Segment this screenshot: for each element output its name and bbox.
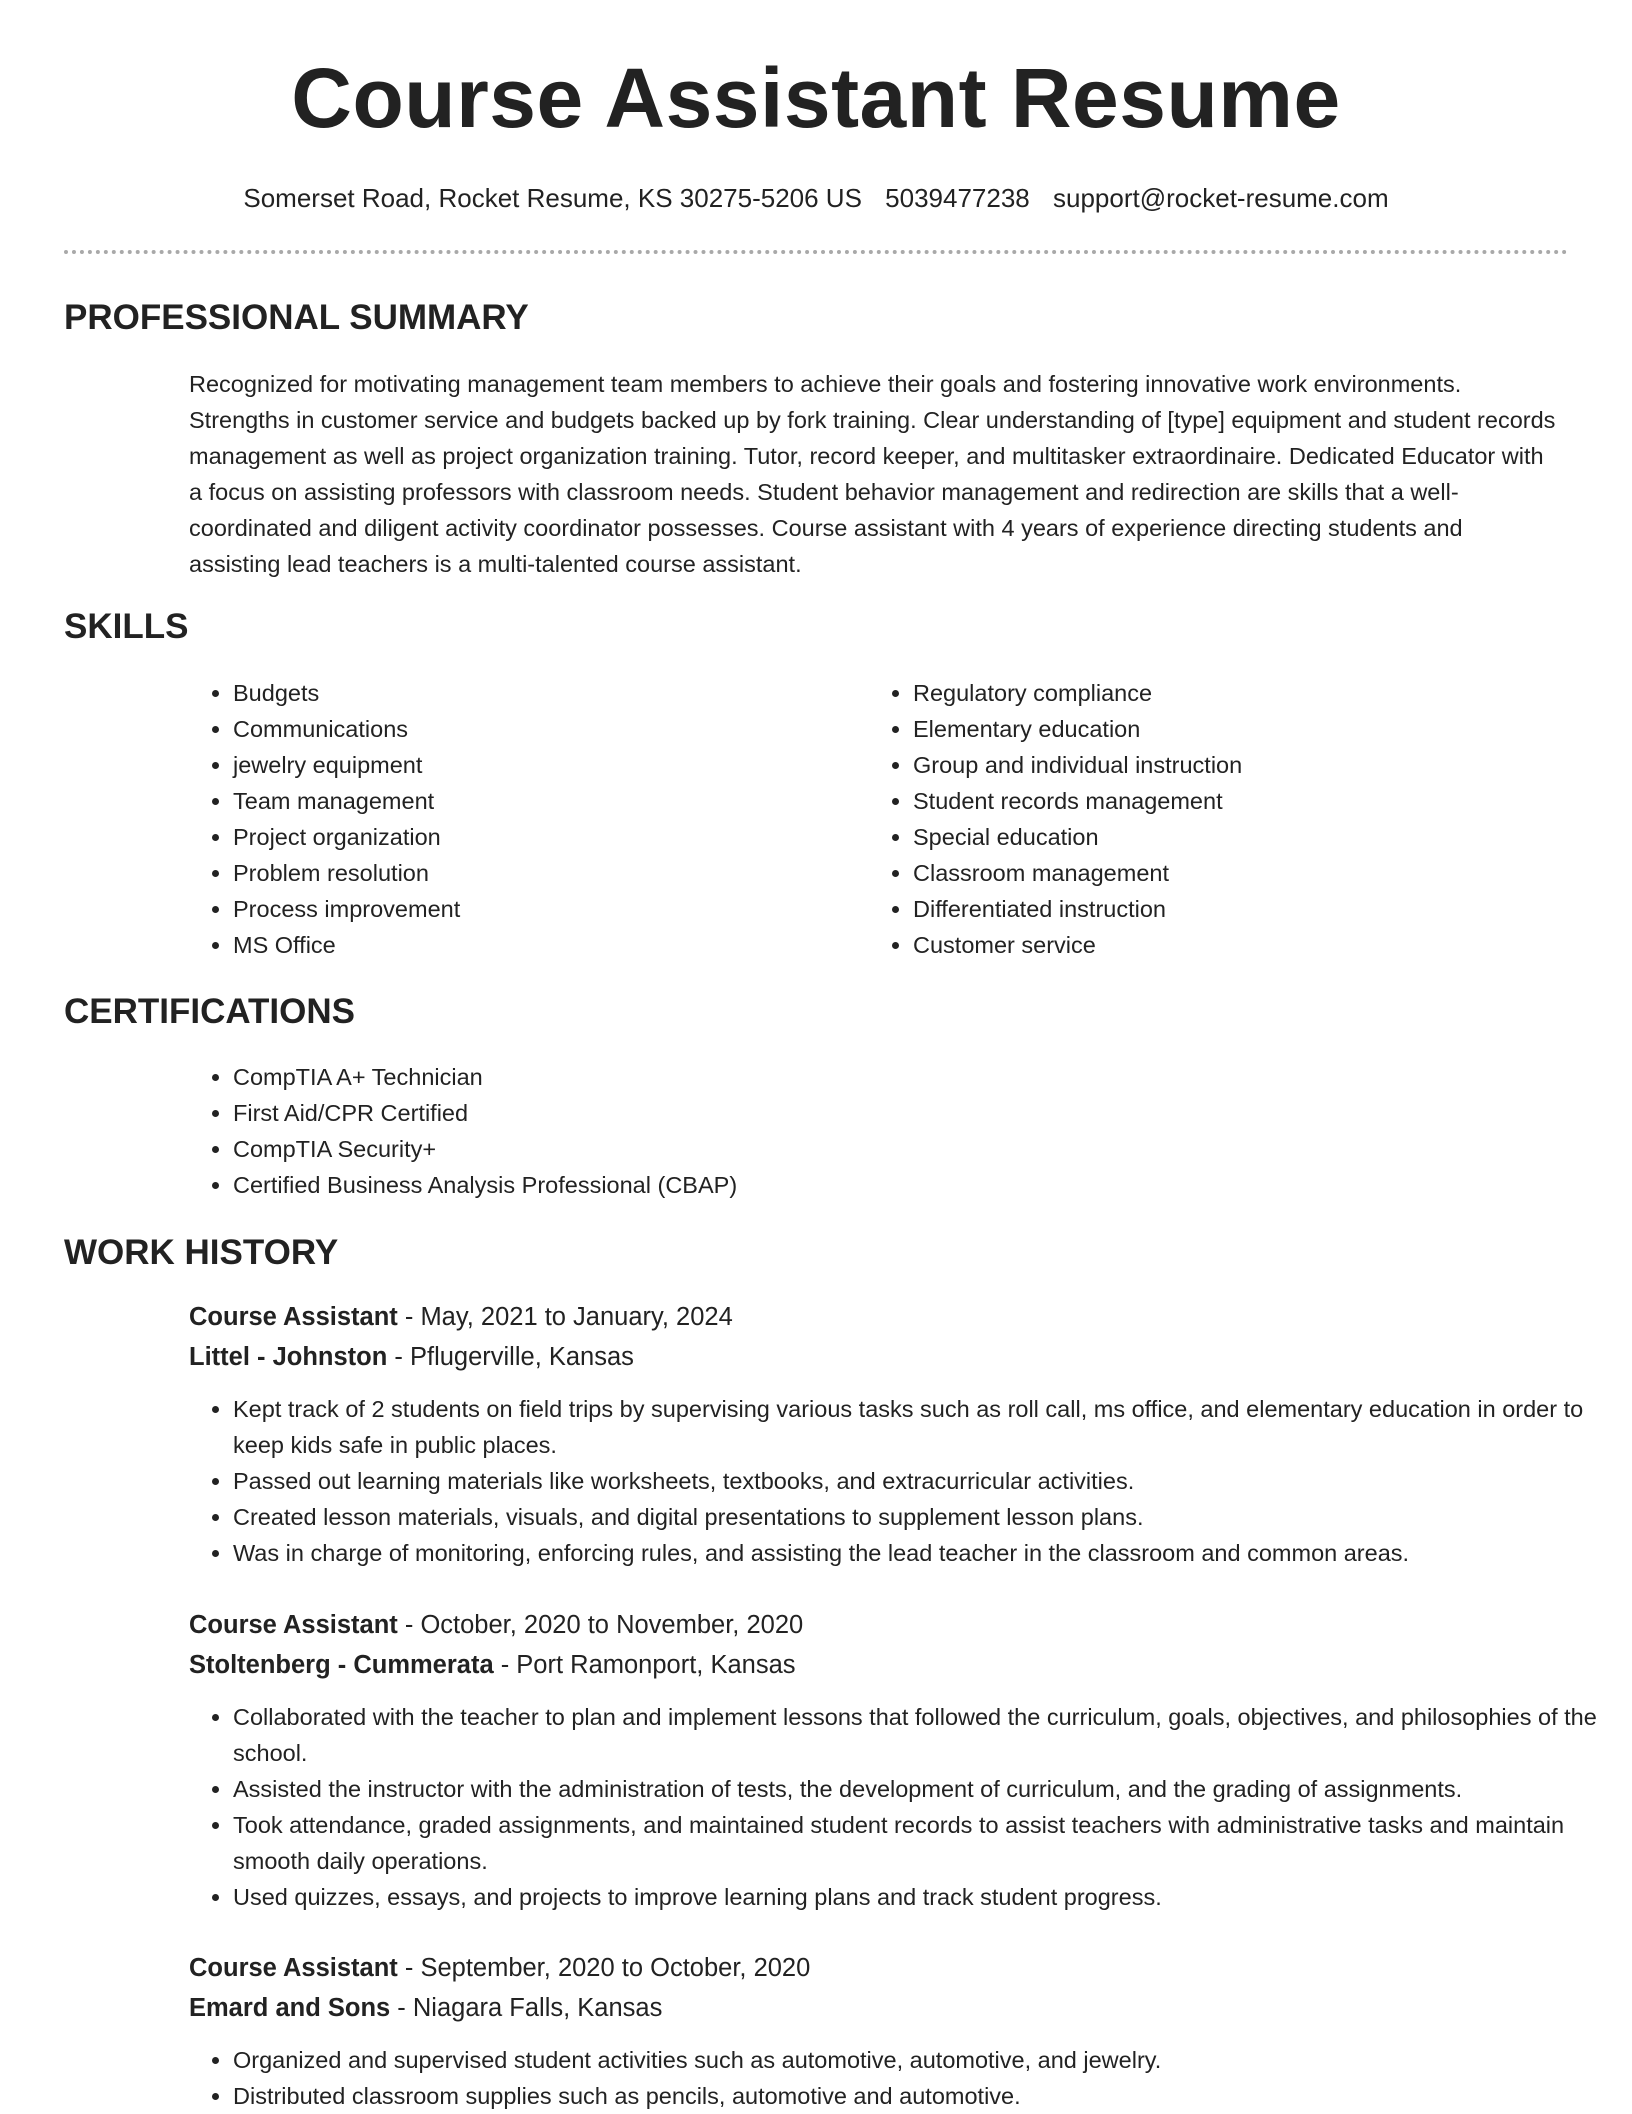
job-bullet: • Assisted the instructor with the administration of tests, the development of curriculum, and the grading of assignments. bbox=[233, 1771, 1603, 1807]
job-company-line bbox=[189, 1339, 634, 1375]
resume-title: Course Assistant Resume bbox=[291, 51, 1341, 145]
skill-item: • MS Office bbox=[233, 927, 833, 963]
skill-item: • Communications bbox=[233, 711, 833, 747]
summary-text: Recognized for motivating management team members to achieve their goals and fostering innovative work environments. Strengths in customer service and budgets backed up by fork training. Clear understanding of [type] equipment and student records management as well as project organization training. Tutor, record keeper, and multitasker extraordinaire. Dedicated Educator with a focus on assisting professors with classroom needs. Student behavior management and redirection are skills that a well-coordinated and diligent activity coordinator possesses. Course assistant with 4 years of experience directing students and assisting lead teachers is a multi-talented course assistant. bbox=[189, 371, 1556, 577]
job-bullet: • Took attendance, graded assignments, and maintained student records to assist teachers with administrative tasks and maintain smooth daily operations. bbox=[233, 1807, 1603, 1879]
job-dates: - May, 2021 to January, 2024 bbox=[397, 1303, 733, 1331]
job-location: - Niagara Falls, Kansas bbox=[390, 1994, 663, 2022]
skills-list-left bbox=[189, 675, 833, 963]
skill-item: • Problem resolution bbox=[233, 855, 833, 891]
job-title-line bbox=[189, 1607, 803, 1643]
skill-item: • Budgets bbox=[233, 675, 833, 711]
work-history-heading: WORK HISTORY bbox=[64, 1233, 339, 1272]
certifications-heading: CERTIFICATIONS bbox=[64, 992, 356, 1031]
skills-heading: SKILLS bbox=[64, 607, 189, 646]
job-bullet: • Used quizzes, essays, and projects to improve learning plans and track student progress. bbox=[233, 1879, 1603, 1915]
certification-item: • Certified Business Analysis Professional (CBAP) bbox=[233, 1167, 1603, 1203]
skill-item: • Project organization bbox=[233, 819, 833, 855]
job-title-line bbox=[189, 1950, 810, 1986]
skill-item: • Customer service bbox=[913, 927, 1563, 963]
certification-item: • CompTIA A+ Technician bbox=[233, 1059, 1603, 1095]
job-bullets bbox=[189, 2042, 1603, 2114]
job-company: Stoltenberg - Cummerata bbox=[189, 1651, 494, 1679]
skill-item: • Elementary education bbox=[913, 711, 1563, 747]
job-company: Littel - Johnston bbox=[189, 1343, 388, 1371]
job-bullet: • Kept track of 2 students on field trips by supervising various tasks such as roll call, ms office, and elementary education in order to keep kids safe in public places. bbox=[233, 1391, 1603, 1463]
skill-item: • Student records management bbox=[913, 783, 1563, 819]
job-bullet: • Created lesson materials, visuals, and digital presentations to supplement lesson plans. bbox=[233, 1499, 1603, 1535]
skill-item: • Team management bbox=[233, 783, 833, 819]
contact-phone: 5039477238 bbox=[885, 183, 1030, 213]
job-location: - Pflugerville, Kansas bbox=[387, 1343, 634, 1371]
header-divider bbox=[64, 250, 1568, 254]
job-title: Course Assistant bbox=[189, 1611, 398, 1639]
job-bullet: • Was in charge of monitoring, enforcing rules, and assisting the lead teacher in the classroom and common areas. bbox=[233, 1535, 1603, 1571]
summary-heading: PROFESSIONAL SUMMARY bbox=[64, 298, 529, 337]
job-title: Course Assistant bbox=[189, 1954, 398, 1982]
job-bullet: • Organized and supervised student activities such as automotive, automotive, and jewelry. bbox=[233, 2042, 1603, 2078]
skills-list-right bbox=[869, 675, 1563, 963]
job-company-line bbox=[189, 1990, 662, 2026]
job-title-line bbox=[189, 1299, 733, 1335]
job-location: - Port Ramonport, Kansas bbox=[493, 1651, 796, 1679]
skill-item: • Classroom management bbox=[913, 855, 1563, 891]
skill-item: • Regulatory compliance bbox=[913, 675, 1563, 711]
job-dates: - September, 2020 to October, 2020 bbox=[397, 1954, 811, 1982]
job-bullets bbox=[189, 1391, 1603, 1571]
job-bullet: • Distributed classroom supplies such as pencils, automotive and automotive. bbox=[233, 2078, 1603, 2114]
job-title: Course Assistant bbox=[189, 1303, 398, 1331]
certification-item: • CompTIA Security+ bbox=[233, 1131, 1603, 1167]
skill-item: • jewelry equipment bbox=[233, 747, 833, 783]
job-dates: - October, 2020 to November, 2020 bbox=[397, 1611, 804, 1639]
certification-item: • First Aid/CPR Certified bbox=[233, 1095, 1603, 1131]
skill-item: • Group and individual instruction bbox=[913, 747, 1563, 783]
job-bullets bbox=[189, 1699, 1603, 1915]
job-bullet: • Collaborated with the teacher to plan and implement lessons that followed the curriculum, goals, objectives, and philosophies of the school. bbox=[233, 1699, 1603, 1771]
skill-item: • Process improvement bbox=[233, 891, 833, 927]
certifications-list bbox=[189, 1059, 1603, 1203]
skill-item: • Special education bbox=[913, 819, 1563, 855]
job-company-line bbox=[189, 1647, 796, 1683]
skill-item: • Differentiated instruction bbox=[913, 891, 1563, 927]
contact-line bbox=[0, 180, 1632, 216]
contact-email[interactable]: support@rocket-resume.com bbox=[1053, 183, 1389, 213]
job-bullet: • Passed out learning materials like worksheets, textbooks, and extracurricular activities. bbox=[233, 1463, 1603, 1499]
contact-address: Somerset Road, Rocket Resume, KS 30275-5206 US bbox=[243, 183, 862, 213]
job-company: Emard and Sons bbox=[189, 1994, 391, 2022]
